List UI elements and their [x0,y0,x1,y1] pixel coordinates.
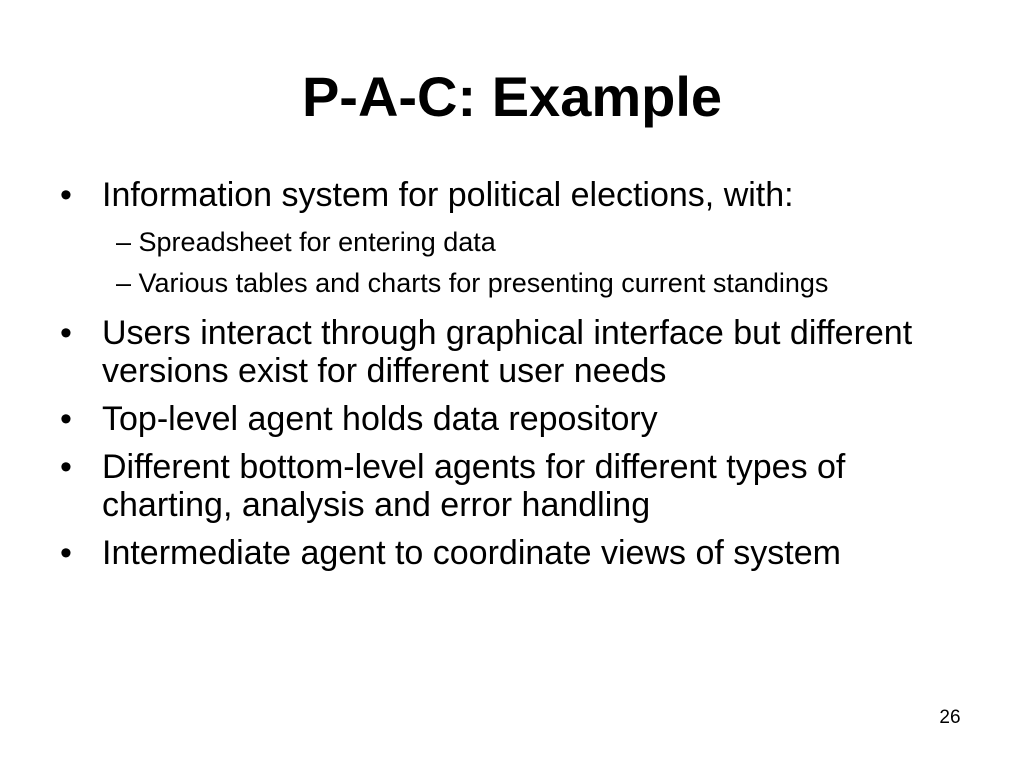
sub-bullet-list [102,222,958,304]
bullet-text: Information system for political elections, with: [102,176,794,214]
sub-bullet-item [116,222,958,263]
bullet-list [58,176,958,582]
slide-title: P-A-C: Example [301,65,723,128]
bullet-text: Top-level agent holds data repository [102,400,658,438]
sub-bullet-text: Various tables and charts for presenting current standings [138,268,829,298]
page-number: 26 [939,707,961,728]
bullet-icon: • [60,314,72,352]
dash-icon: – [116,268,139,298]
bullet-text: Intermediate agent to coordinate views of system [102,534,841,572]
dash-icon: – [116,227,139,257]
sub-bullet-item [116,263,958,304]
sub-bullet-text: Spreadsheet for entering data [138,227,496,257]
bullet-icon: • [60,400,72,438]
bullet-item [58,314,958,390]
bullet-item [58,400,958,438]
bullet-text: Users interact through graphical interface but different versions exist for different user needs [102,314,913,390]
bullet-icon: • [60,448,72,486]
bullet-icon: • [60,534,72,572]
bullet-item [58,176,958,304]
bullet-item [58,534,958,572]
bullet-text: Different bottom-level agents for different types of charting, analysis and error handling [102,448,846,524]
bullet-icon: • [60,176,72,214]
bullet-item [58,448,958,524]
